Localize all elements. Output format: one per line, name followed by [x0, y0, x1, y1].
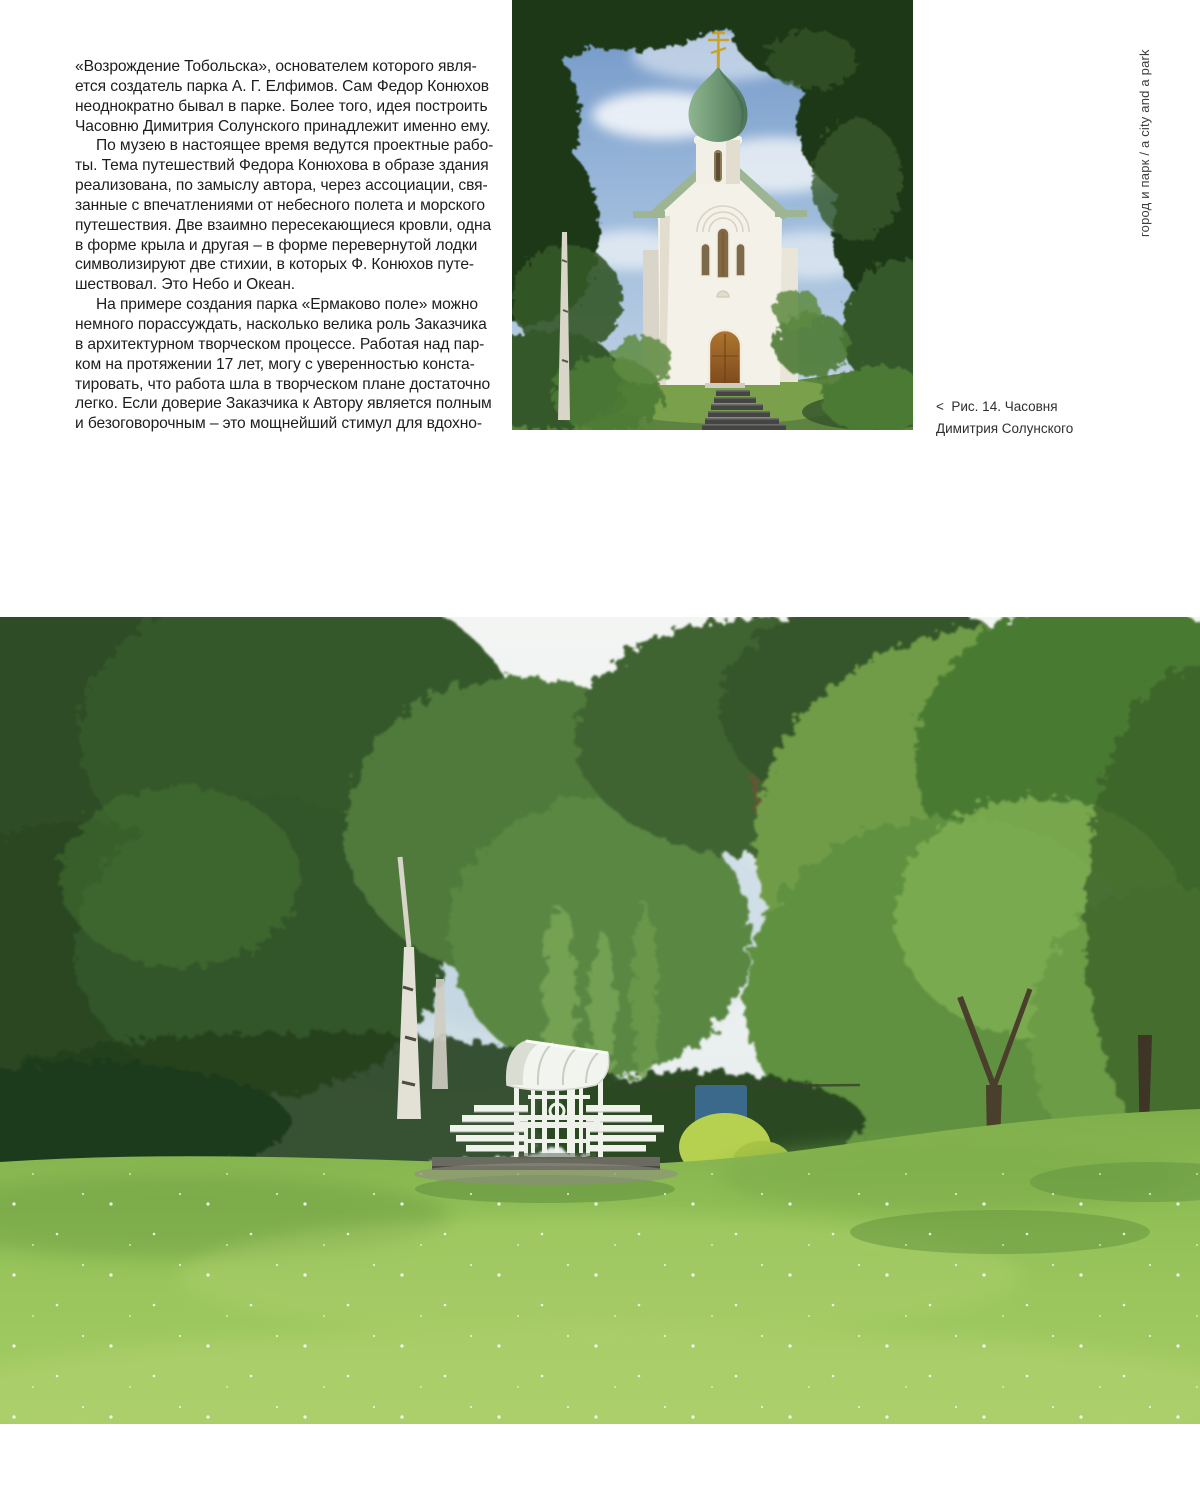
page-edge-header: город и парк / a city and a park	[1137, 49, 1152, 237]
chapel-door	[705, 330, 745, 388]
article-paragraph-3: На примере создания парка «Ермаково поле» можно немного порассуждать, насколько велика роль Заказчика в архитектурном творческом процессе. Работая над пар- ком на протяжении 17 лет, могу с уверенностью конста- тировать, что работа шла в творческом плане достаточно легко. Если доверие Заказчика к Автору является полным и безоговорочным – это мощнейший стимул для вдохно-	[75, 296, 492, 433]
park-photo-art	[0, 617, 1200, 1424]
meadow-flowers	[0, 1172, 1200, 1424]
figure-caption: < Рис. 14. Часовня Димитрия Солунского	[936, 399, 1074, 436]
park-photo	[0, 617, 1200, 1424]
article-text-column	[75, 57, 507, 434]
article-paragraph-1: «Возрождение Тобольска», основателем которого явля- ется создатель парка А. Г. Елфимов. Сам Федор Конюхов неоднократно бывал в парке. Более того, идея построить Часовню Димитрия Солунского принадлежит именно ему.	[75, 58, 491, 135]
chapel-photo	[512, 0, 913, 430]
chapel-photo-art	[512, 0, 913, 430]
article-paragraph-2: По музею в настоящее время ведутся проектные рабо- ты. Тема путешествий Федора Конюхова в образе здания реализована, по замыслу автора, через ассоциации, свя- занные с впечатлениями от небесного полета и морского путешествия. Две взаимно пересекающиеся кровли, одна в форме крыла и другая – в форме перевернутой лодки символизируют две стихии, в которых Ф. Конюхов путе- шествовал. Это Небо и Океан.	[75, 137, 494, 294]
